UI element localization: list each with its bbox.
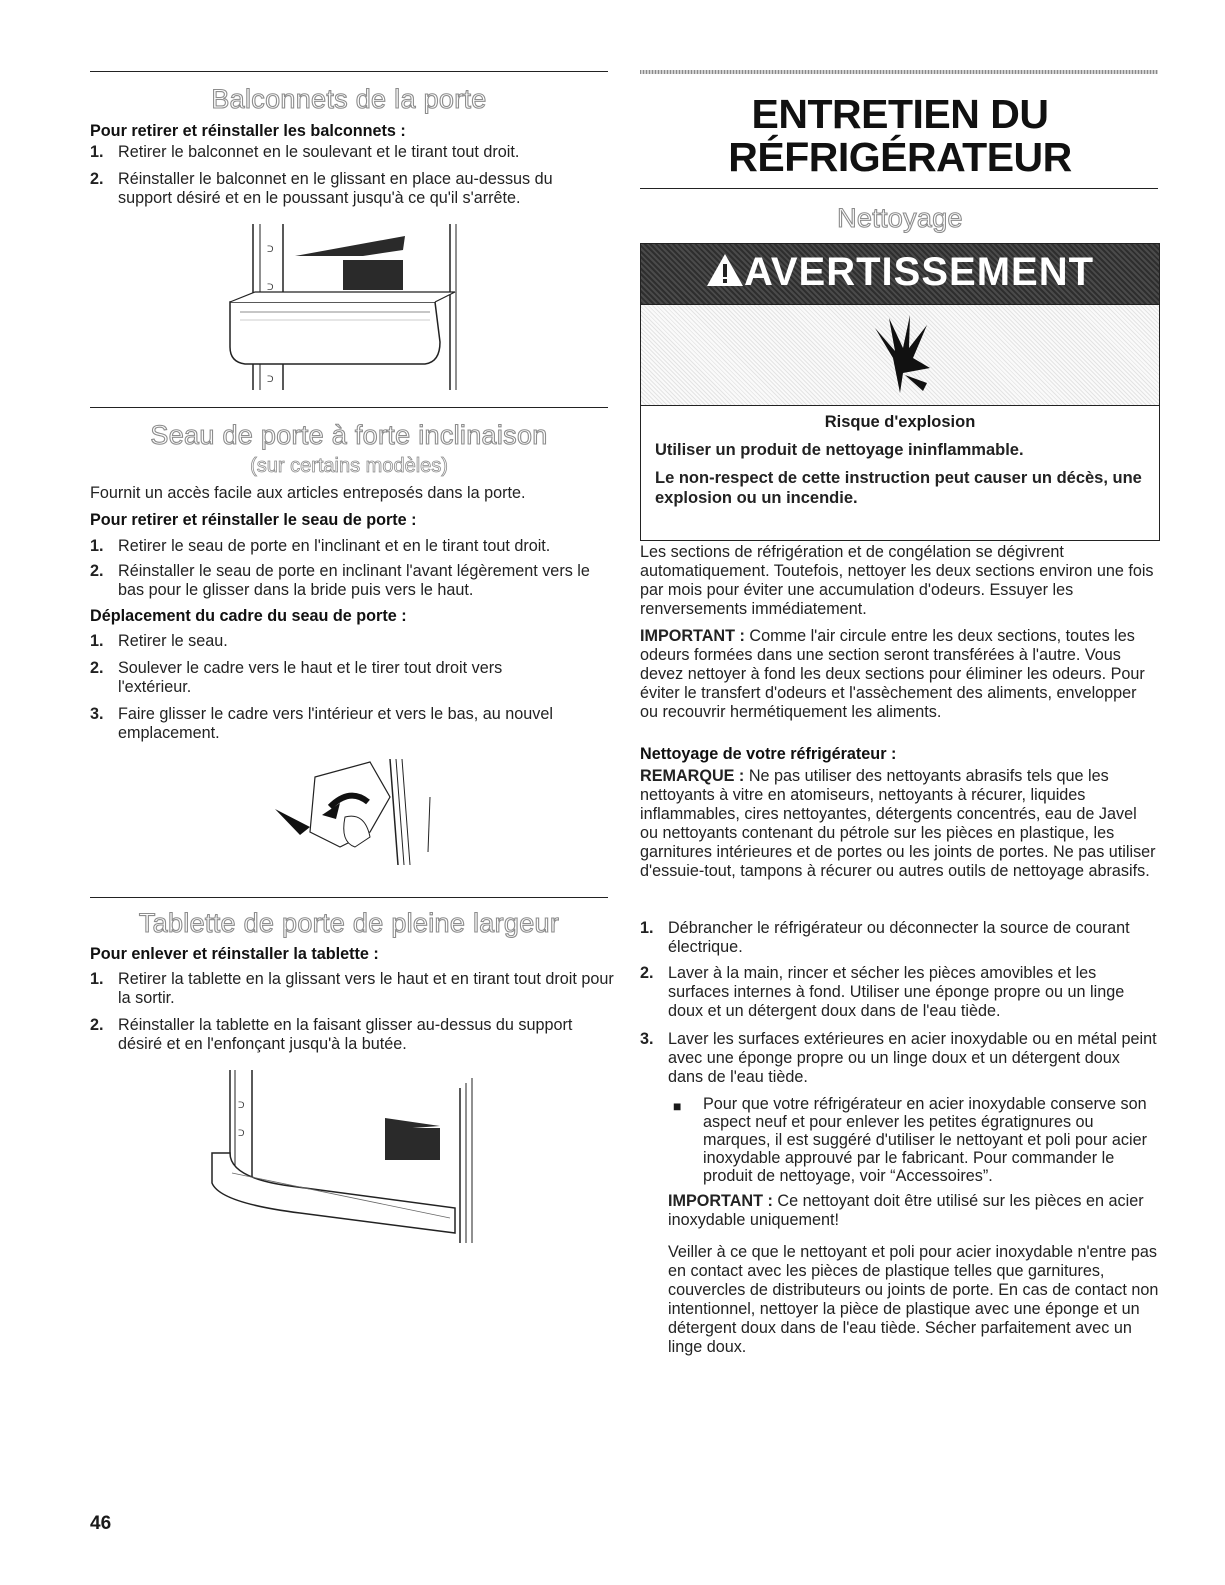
item-number: 1. [90, 537, 104, 555]
important-label: IMPORTANT : [668, 1192, 773, 1210]
svg-text:ᑐ: ᑐ [267, 374, 274, 384]
item-number: 2. [640, 964, 654, 982]
paragraph [640, 767, 1158, 881]
subheading: Pour retirer et réinstaller le seau de porte : [90, 511, 417, 529]
list-item [640, 919, 1138, 957]
item-text: Retirer le balconnet en le soulevant et le tirant tout droit. [118, 143, 520, 161]
subheading: Déplacement du cadre du seau de porte : [90, 607, 407, 625]
svg-text:ᑐ: ᑐ [238, 1100, 245, 1110]
list-item [90, 170, 608, 208]
right-column [640, 0, 1160, 1585]
remarque-label: REMARQUE : [640, 767, 745, 785]
item-number: 1. [90, 632, 104, 650]
page-number: 46 [90, 1513, 112, 1534]
warning-box [640, 243, 1160, 541]
item-text: Soulever le cadre vers le haut et le tirer tout droit vers l'extérieur. [118, 659, 503, 696]
warning-triangle-icon [706, 252, 744, 286]
page-title-line-1: ENTRETIEN DU [751, 91, 1049, 137]
item-number: 2. [90, 562, 104, 580]
item-text: Retirer la tablette en la glissant vers le haut et en tirant tout droit pour la sortir. [118, 970, 614, 1007]
section-divider [90, 897, 608, 898]
door-bucket-illustration [270, 757, 440, 867]
section-title-seau: Seau de porte à forte inclinaison [150, 420, 548, 450]
page-title-line-2: RÉFRIGÉRATEUR [728, 134, 1072, 180]
section-title-balconnets: Balconnets de la porte [211, 84, 487, 114]
bullet-text: Pour que votre réfrigérateur en acier inoxydable conserve son aspect neuf et pour enlever les petites égratignures ou marques, il est suggéré d'utiliser le nettoyant et poli pour acier inoxydable approuvé par le fabricant. Pour commander le produit de nettoyage, voir “Accessoires”. [703, 1095, 1147, 1185]
section-subtitle: (sur certains modèles) [250, 455, 448, 477]
warning-risk: Risque d'explosion [824, 413, 976, 431]
paragraph-text: Ne pas utiliser des nettoyants abrasifs tels que les nettoyants à vitre en atomiseurs, nettoyants à récurer, liquides inflammables, cires nettoyantes, détergents concentrés, eau de Javel ou nettoyants contenant du pétrole sur les pièces en plastique, les garnitures intérieures et de portes ou les joints de portes. Ne pas utiliser d'essuie-tout, tampons à récurer ou autres outils de nettoyage abrasifs. [640, 767, 1156, 880]
bullet-square-icon: ■ [673, 1098, 682, 1114]
item-text: Faire glisser le cadre vers l'intérieur et vers le bas, au nouvel emplacement. [118, 705, 553, 742]
top-decorative-rule [640, 70, 1158, 74]
item-text: Laver à la main, rincer et sécher les pièces amovibles et les surfaces internes à fond. Utiliser une éponge propre ou un linge doux et un détergent doux dans de l'eau tiède. [668, 964, 1125, 1020]
item-number: 2. [90, 1016, 104, 1034]
item-number: 1. [640, 919, 654, 937]
item-text: Réinstaller le balconnet en le glissant en place au-dessus du support désiré et en le poussant jusqu'à ce qu'il s'arrête. [118, 170, 553, 207]
item-text: Débrancher le réfrigérateur ou déconnecter la source de courant électrique. [668, 919, 1130, 956]
subheading: Nettoyage de votre réfrigérateur : [640, 745, 897, 763]
paragraph-text: Ce nettoyant doit être utilisé sur les pièces en acier inoxydable uniquement! [668, 1192, 1144, 1229]
subheading: Pour retirer et réinstaller les balconnets : [90, 122, 406, 140]
section-divider [90, 407, 608, 408]
important-label: IMPORTANT : [640, 627, 745, 645]
list-item [90, 659, 578, 697]
left-column [90, 0, 614, 1585]
subheading: Pour enlever et réinstaller la tablette : [90, 945, 379, 963]
svg-text:ᑐ: ᑐ [267, 282, 274, 292]
item-text: Retirer le seau de porte en l'inclinant et en le tirant tout droit. [118, 537, 551, 555]
list-item [90, 562, 608, 600]
paragraph: Les sections de réfrigération et de congélation se dégivrent automatiquement. Toutefois, nettoyer les deux sections environ une fois par mois pour éviter une accumulation d'odeurs. Essuyer les renversements immédiatement. [640, 543, 1154, 618]
item-number: 3. [640, 1030, 654, 1048]
item-number: 2. [90, 659, 104, 677]
explosion-symbol-panel [641, 304, 1159, 406]
section-divider [90, 71, 608, 72]
door-shelf-illustration [210, 1068, 490, 1248]
paragraph [668, 1192, 1158, 1230]
explosion-icon [865, 313, 935, 397]
section-title-nettoyage: Nettoyage [837, 203, 963, 233]
paragraph: Fournit un accès facile aux articles entreposés dans la porte. [90, 484, 526, 502]
list-item [90, 143, 608, 162]
svg-text:ᑐ: ᑐ [238, 1128, 245, 1138]
section-divider [640, 188, 1158, 189]
paragraph: Veiller à ce que le nettoyant et poli pour acier inoxydable n'entre pas en contact avec les pièces de plastique telles que garnitures, couvercles de distributeurs ou joints de porte. En cas de contact non intentionnel, nettoyer la pièce de plastique avec une éponge et un détergent doux dans de l'eau tiède. Sécher parfaitement avec un linge doux. [668, 1243, 1159, 1356]
list-item [640, 964, 1158, 1021]
list-item [90, 1016, 588, 1054]
warning-line-1: Utiliser un produit de nettoyage ininflammable. [655, 441, 1024, 459]
paragraph [640, 627, 1158, 722]
list-item [90, 537, 630, 556]
list-item [640, 1030, 1158, 1087]
list-item [90, 970, 616, 1008]
section-title-tablette: Tablette de porte de pleine largeur [138, 908, 560, 938]
list-item [90, 705, 618, 743]
door-bin-illustration [225, 222, 460, 392]
item-number: 1. [90, 143, 104, 161]
item-text: Réinstaller la tablette en la faisant glisser au-dessus du support désiré et en l'enfonçant jusqu'à la butée. [118, 1016, 573, 1053]
warning-line-2: Le non-respect de cette instruction peut causer un décès, une explosion ou un incendie. [655, 469, 1142, 507]
item-number: 3. [90, 705, 104, 723]
item-number: 1. [90, 970, 104, 988]
warning-header [641, 244, 1159, 304]
item-text: Laver les surfaces extérieures en acier inoxydable ou en métal peint avec une éponge propre ou un linge doux et un détergent doux dans de l'eau tiède. [668, 1030, 1157, 1086]
paragraph-text: Comme l'air circule entre les deux sections, toutes les odeurs formées dans une section seront transférées à l'autre. Vous devez nettoyer à fond les deux sections pour éliminer les odeurs. Pour éviter le transfert d'odeurs et l'assèchement des aliments, envelopper ou recouvrir hermétiquement les aliments. [640, 627, 1145, 721]
warning-header-label: AVERTISSEMENT [743, 250, 1095, 294]
item-text: Retirer le seau. [118, 632, 228, 650]
item-number: 2. [90, 170, 104, 188]
list-item [90, 632, 608, 651]
item-text: Réinstaller le seau de porte en inclinant l'avant légèrement vers le bas pour le glisser dans la bride puis vers le haut. [118, 562, 590, 599]
svg-text:ᑐ: ᑐ [267, 244, 274, 254]
